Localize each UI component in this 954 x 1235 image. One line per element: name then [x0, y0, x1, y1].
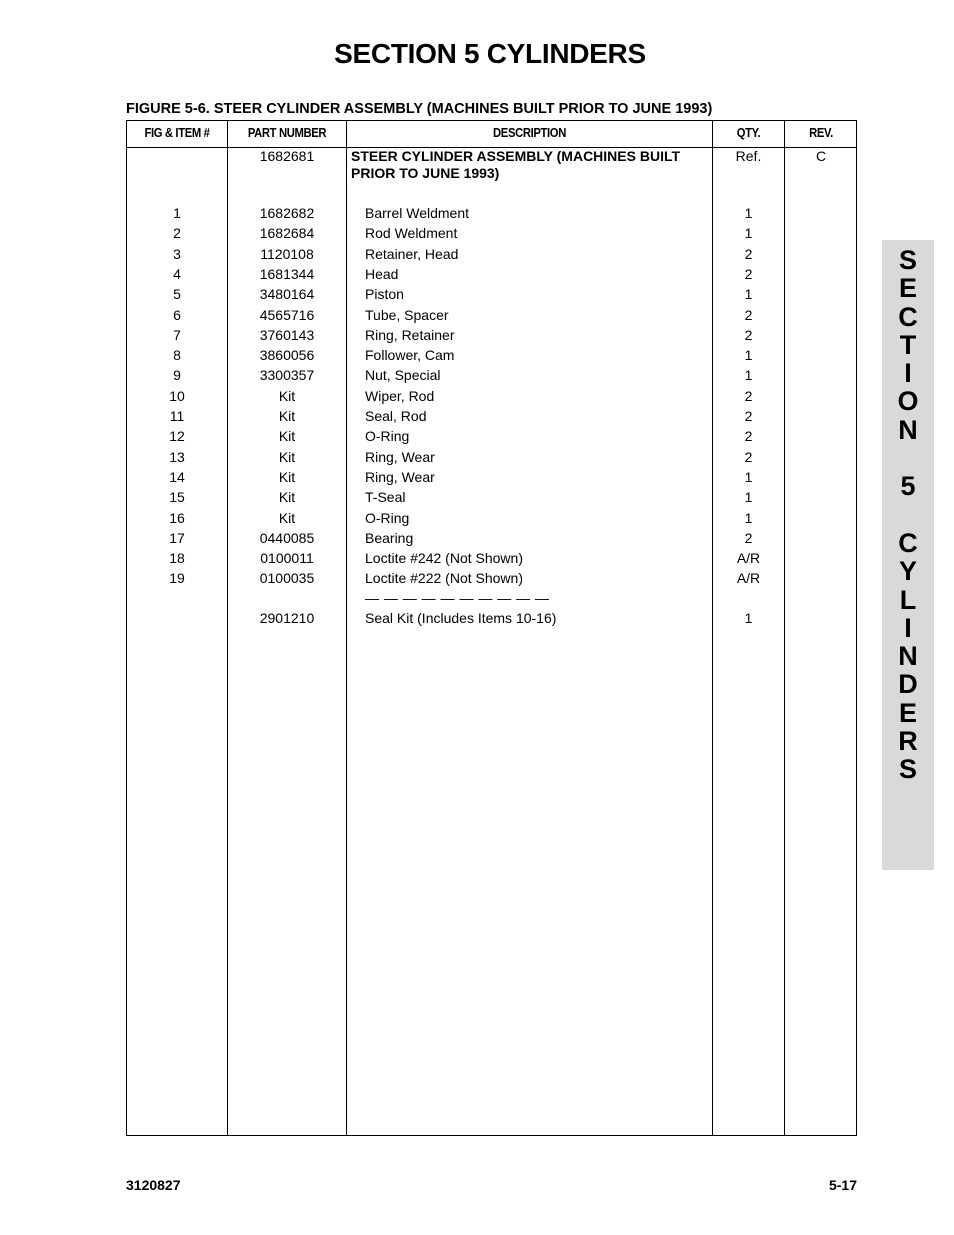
footer-doc-number: 3120827 — [126, 1177, 181, 1193]
row-part-number: 1682684 — [259, 225, 315, 242]
row-item-number: 12 — [169, 428, 185, 445]
row-qty: 1 — [744, 489, 753, 506]
row-qty: 2 — [744, 428, 753, 445]
header-qty: QTY. — [736, 126, 761, 140]
row-qty: 2 — [744, 529, 753, 546]
figure-title: FIGURE 5-6. STEER CYLINDER ASSEMBLY (MACHINES BUILT PRIOR TO JUNE 1993) — [126, 101, 713, 117]
row-qty: 2 — [744, 326, 753, 343]
row-qty: 2 — [744, 306, 753, 323]
row-description: Piston — [365, 286, 404, 303]
row-item-number: 18 — [169, 550, 185, 567]
row-qty: 1 — [744, 468, 753, 485]
kit-qty: 1 — [744, 610, 753, 626]
row-qty: A/R — [736, 550, 761, 567]
header-description: DESCRIPTION — [493, 126, 566, 140]
row-description: Ring, Wear — [365, 448, 435, 465]
row-part-number: 3860056 — [259, 347, 315, 364]
row-item-number: 4 — [173, 265, 181, 282]
row-description: Barrel Weldment — [365, 205, 470, 221]
assembly-rev: C — [815, 148, 827, 164]
column-divider — [346, 121, 347, 1135]
header-part-number: PART NUMBER — [247, 126, 327, 140]
row-part-number: 0100035 — [259, 570, 315, 587]
row-part-number: 1681344 — [259, 265, 315, 282]
kit-description: Seal Kit (Includes Items 10-16) — [365, 610, 557, 626]
row-qty: 1 — [744, 347, 753, 364]
row-part-number: Kit — [278, 408, 296, 424]
row-qty: 2 — [744, 387, 753, 404]
row-description: Wiper, Rod — [365, 387, 435, 404]
row-item-number: 16 — [169, 509, 185, 526]
parts-table — [126, 120, 857, 1136]
row-part-number: 0100011 — [260, 550, 314, 567]
row-part-number: Kit — [278, 428, 296, 445]
row-qty: 1 — [744, 205, 753, 221]
assembly-description-line1: STEER CYLINDER ASSEMBLY (MACHINES BUILT — [351, 148, 681, 164]
assembly-qty: Ref. — [735, 148, 762, 164]
page-title: SECTION 5 CYLINDERS — [334, 38, 646, 69]
row-part-number: Kit — [278, 448, 296, 465]
row-qty: A/R — [736, 570, 761, 587]
row-qty: 2 — [744, 408, 753, 424]
row-item-number: 17 — [169, 529, 185, 546]
row-part-number: 0440085 — [259, 529, 315, 546]
row-part-number: 1682682 — [259, 205, 315, 221]
row-description: O-Ring — [365, 428, 410, 445]
row-item-number: 8 — [173, 347, 181, 364]
row-description: T-Seal — [365, 489, 406, 506]
row-item-number: 3 — [173, 245, 181, 262]
row-part-number: Kit — [278, 387, 296, 404]
row-qty: 2 — [744, 245, 753, 262]
row-description: Nut, Special — [365, 367, 441, 384]
row-description: Ring, Retainer — [365, 326, 455, 343]
row-description: Bearing — [365, 529, 414, 546]
row-item-number: 10 — [169, 387, 185, 404]
row-part-number: 3300357 — [259, 367, 315, 384]
assembly-part-number: 1682681 — [259, 148, 315, 164]
row-part-number: 4565716 — [259, 306, 315, 323]
row-qty: 2 — [744, 448, 753, 465]
separator-line: — — — — — — — — — — — [365, 590, 550, 606]
side-tab-label: S E C T I O N 5 C Y L I N D E R S — [897, 245, 919, 785]
row-item-number: 6 — [173, 306, 181, 323]
row-description: Seal, Rod — [365, 408, 427, 424]
row-qty: 1 — [744, 225, 753, 242]
row-description: Rod Weldment — [365, 225, 458, 242]
row-description: Ring, Wear — [365, 468, 435, 485]
footer-page-number: 5-17 — [828, 1177, 857, 1193]
row-item-number: 7 — [173, 326, 181, 343]
row-description: Retainer, Head — [365, 245, 459, 262]
row-qty: 2 — [744, 265, 753, 282]
row-description: Follower, Cam — [365, 347, 455, 364]
section-side-tab — [882, 240, 934, 870]
row-item-number: 2 — [173, 225, 181, 242]
row-description: Loctite #242 (Not Shown) — [365, 550, 523, 567]
assembly-description-line2: PRIOR TO JUNE 1993) — [351, 165, 500, 181]
row-item-number: 5 — [173, 286, 181, 303]
column-divider — [784, 121, 785, 1135]
header-rev: REV. — [809, 126, 833, 140]
row-part-number: 3760143 — [259, 326, 315, 343]
row-part-number: Kit — [278, 509, 296, 526]
row-item-number: 19 — [169, 570, 185, 587]
row-description: Head — [365, 265, 399, 282]
kit-part-number: 2901210 — [259, 610, 315, 626]
header-item: FIG & ITEM # — [144, 126, 210, 140]
row-item-number: 13 — [169, 448, 185, 465]
row-part-number: 1120108 — [260, 245, 314, 262]
row-item-number: 14 — [169, 468, 185, 485]
row-description: O-Ring — [365, 509, 410, 526]
row-item-number: 1 — [173, 205, 181, 221]
row-qty: 1 — [744, 509, 753, 526]
row-description: Tube, Spacer — [365, 306, 449, 323]
row-qty: 1 — [744, 367, 753, 384]
row-description: Loctite #222 (Not Shown) — [365, 570, 523, 587]
row-part-number: 3480164 — [259, 286, 315, 303]
row-item-number: 15 — [169, 489, 185, 506]
row-qty: 1 — [744, 286, 753, 303]
row-part-number: Kit — [278, 489, 296, 506]
row-item-number: 9 — [173, 367, 181, 384]
row-part-number: Kit — [278, 468, 296, 485]
row-item-number: 11 — [169, 408, 185, 424]
